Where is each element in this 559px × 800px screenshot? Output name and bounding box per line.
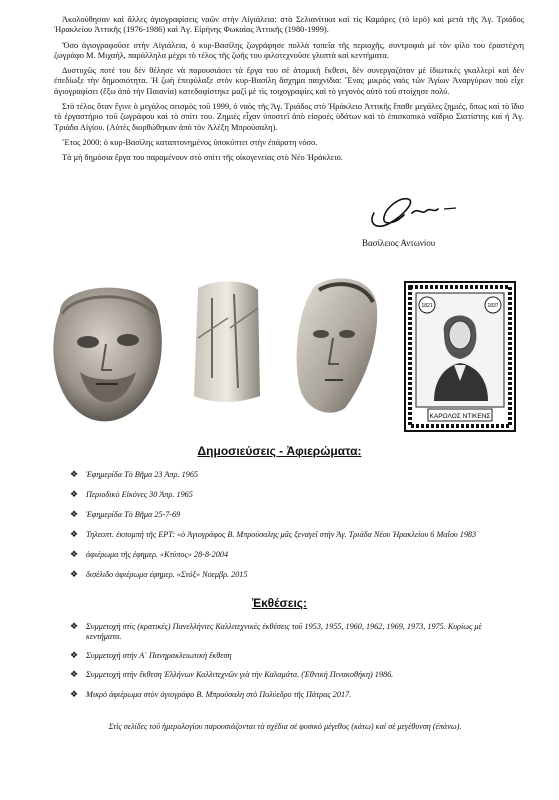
- sculpture-column-photo: [188, 278, 266, 404]
- bullet-icon: ❖: [70, 469, 79, 479]
- intro-paragraph: Δυστυχῶς ποτὲ του δὲν θέλησε νὰ παρουσιάσει τὰ ἔργα του σὲ ἀτομικὴ ἔκθεσι, δὲν συνεργαζόταν μὲ ἰδιωτικὲς γκαλλερὶ καὶ δὲν ἐπεδίωξε τὴν δημοσιότητα. Ἡ ζωὴ ἐπεφύλαξε στὸν κυρ-Βασίλη ἄσχημα παιχνίδια: Ἕνας μικρὸς ναὸς τῶν Ἁγίων Ἀναργύρων ποὺ εἶχε ἁγιογραφίσει (ἔξω ἀπὸ τὴν Παιανία) κατεδαφίστηκε μαζὶ μὲ τὶς τοιχογραφίες καὶ τὸ γεγονὸς αὐτὸ τοῦ στοίχησε πολύ.: [54, 66, 524, 96]
- intro-paragraph: Ὅσο ἁγιογραφοῦσε στὴν Αἰγιάλεια, ὁ κυρ-Βασίλης ζωγράφησε πολλὰ τοπεῖα τῆς περιοχῆς, συντροφιὰ μὲ τὸν φίλο του ἐραστέχνη ζωγράφο Μ. Μιχαήλ, παράλληλα μέχρι τὸ τέλος τῆς ζωῆς του φιλοτεχνοῦσε γλυπτὰ καὶ κεντήματα.: [54, 40, 524, 60]
- exhibitions-list: [70, 622, 510, 709]
- list-item: ❖ Ἐφημερίδα Τὸ Βῆμα 23 Ἀπρ. 1965: [70, 469, 199, 479]
- exhibitions-heading: Ἐκθέσεις:: [251, 596, 308, 610]
- bullet-icon: ❖: [70, 529, 79, 540]
- list-item: ❖ Συμμετοχὴ στὴν ἔκθεση Ἑλλήνων Καλλιτεχνῶν γιὰ τὴν Καλαμάτα. (Ἐθνικὴ Πινακοθήκη) 1986.: [70, 669, 394, 680]
- list-item: ❖ Τηλεοπτ. ἐκπομπὴ τῆς ΕΡΤ: «ὁ Ἁγιογράφος Β. Μπρούσαλης μᾶς ξεναγεῖ στὴν Ἀγ. Τριάδα Νέου Ἡρακλείου 6 Μαΐου 1983: [70, 529, 477, 540]
- list-item: ❖ Ἐφημερίδα Τὸ Βῆμα 25-7-69: [70, 509, 181, 520]
- footer-note: Στὶς σελίδες τοῦ ἡμερολογίου παρουσιάζονται τὰ σχέδια σὲ φυσικὸ μέγεθος (κάτω) καὶ σὲ μεγέθυνση (ἐπάνω).: [108, 722, 462, 731]
- list-item: ❖ δισέλιδο ἀφιέρωμα ἐφημερ. «Στόξ» Νοεμβρ. 2015: [70, 569, 248, 580]
- sculpture-face-photo: [285, 272, 383, 418]
- bullet-icon: ❖: [70, 621, 79, 631]
- intro-paragraph: Ἔτος 2000: ὁ κυρ-Βασίλης καταπτονημένος ὑποκύπτει στὴν ἐπάρατη νόσο.: [62, 137, 318, 147]
- list-item: ❖ Μικρὸ ἀφιέρωμα στὸν ἁγιογράφο Β. Μπρούσαλη στὸ Πολύεδρο τῆς Πάτρας 2017.: [70, 688, 352, 699]
- bullet-icon: ❖: [70, 669, 79, 680]
- bullet-icon: ❖: [70, 649, 79, 660]
- list-item: ❖ Συμμετοχὴ στὴν Α΄ Πανηρακλειωτικὴ ἔκθεση: [70, 649, 232, 660]
- list-item: ❖ ἀφιέρωμα τῆς ἐφημερ. «Κτύπος» 28-8-2004: [70, 549, 229, 560]
- intro-paragraph: Στὸ τέλος ὅταν ἔγινε ὁ μεγάλος σεισμὸς τοῦ 1999, ὁ ναὸς τῆς Ἀγ. Τριάδος στὸ Ἡράκλειο Ἀττικῆς ἔπαθε μεγάλες ζημιές, ὅπως καὶ τὸ ἴδιο τὸ ἐργαστήριο τοῦ ζωγράφου καὶ τὸ σπίτι του. Ζημιὲς εἶχαν ὑποστεῖ ἀπὸ εἰσροὲς ὑδάτων καὶ τὸ ἐπισκοπικὸ ναΐδριο Σιατίστης καὶ ἡ Ἀγ. Τριάδα Αἰγίου. (Αὐτὲς διορθώθηκαν ἀπὸ τὸν Ἀλέξη Μπρούσαλη).: [54, 102, 524, 132]
- intro-paragraph: Τὰ μὴ δημόσια ἔργα του παραμένουν στὸ σπίτι τῆς οἰκογενείας στὸ Νέο Ἡράκλειο.: [62, 153, 343, 163]
- engraving-year-left: 1821: [421, 303, 433, 309]
- sculpture-head-photo: [40, 272, 170, 426]
- intro-text: [54, 15, 524, 169]
- publications-heading: Δημοσιεύσεις - Ἀφιερώματα:: [197, 444, 362, 458]
- signature-name: Βασίλειος Αντωνίου: [362, 238, 436, 248]
- bullet-icon: ❖: [70, 509, 79, 520]
- bullet-icon: ❖: [70, 688, 79, 699]
- dickens-engraving: [404, 281, 516, 432]
- bullet-icon: ❖: [70, 569, 79, 580]
- list-item: ❖ Περιοδικὸ Εἰκόνες 30 Ἀπρ. 1965: [70, 489, 193, 500]
- publications-list: [70, 470, 510, 591]
- bullet-icon: ❖: [70, 549, 79, 560]
- list-item: ❖ Συμμετοχὴ στὶς (κρατικές) Πανελλήνιες Καλλιτεχνικὲς ἐκθέσεις τοῦ 1953, 1955, 1960, 1962, 1969, 1973, 1975. Κυρίως μὲ κεντήματα.: [70, 621, 482, 641]
- intro-paragraph: Ἀκολούθησαν καὶ ἄλλες ἁγιογραφίσεις ναῶν στὴν Αἰγιάλεια: στὰ Σελιανίτικα καὶ τὶς Καμάρες (τὸ ἱερό) καὶ μετὰ τῆς Ἀγ. Τριάδος Ἡρακλείου Ἀττικῆς (1976-1986) καὶ Ἁγ. Εἰρήνης Φωκαίας Ἀττικῆς (1980-1999).: [54, 15, 524, 35]
- bullet-icon: ❖: [70, 489, 79, 500]
- engraving-caption: ΚΑΡΟΛΟΣ ΝΤΙΚΕΝΣ: [429, 413, 491, 420]
- signature-image: [356, 193, 466, 235]
- engraving-year-right: 1837: [487, 303, 499, 309]
